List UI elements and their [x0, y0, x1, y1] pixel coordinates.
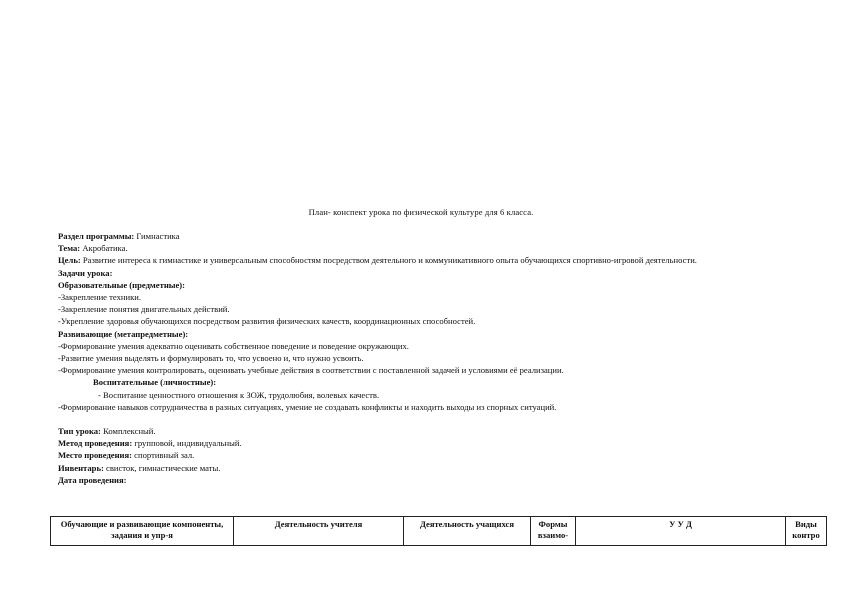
inventory-label: Инвентарь: — [58, 462, 104, 473]
lesson-type-label: Тип урока: — [58, 426, 101, 437]
topic-label: Тема: — [58, 243, 81, 254]
table-header-cell: У У Д — [576, 517, 786, 546]
section-line — [58, 230, 798, 242]
lesson-plan-body — [58, 230, 798, 486]
place-value: спортивный зал. — [132, 450, 195, 461]
educational-heading: Образовательные (предметные): — [58, 279, 186, 290]
educational-item: -Закрепление техники. — [58, 292, 142, 303]
goal-label: Цель: — [58, 255, 81, 266]
educational-item: -Закрепление понятия двигательных действий. — [58, 304, 230, 315]
inventory-value: свисток, гимнастические маты. — [103, 462, 221, 473]
method-label: Метод проведения: — [58, 438, 133, 449]
table-header-cell: Формы взаимо- — [531, 517, 576, 546]
section-label: Раздел программы: — [58, 231, 135, 241]
method-value: групповой, индивидуальный. — [132, 438, 242, 449]
lesson-structure-table — [50, 516, 827, 546]
table-header-cell: Деятельность учащихся — [404, 517, 531, 546]
topic-value: Акробатика. — [80, 243, 128, 254]
section-value: Гимнастика — [134, 231, 180, 241]
inventory-line — [58, 462, 798, 474]
date-line — [58, 474, 798, 486]
lesson-type-line — [58, 425, 798, 437]
document-title: План- конспект урока по физической культуре для 6 класса. — [308, 207, 534, 217]
developing-item: -Формирование умения адекватно оценивать собственное поведение и поведение окружающих. — [58, 340, 409, 351]
educational-item: -Укрепление здоровья обучающихся посредством развития физических качеств, координационных способностей. — [58, 316, 476, 327]
method-line — [58, 437, 798, 449]
developing-heading: Развивающие (метапредметные): — [58, 328, 189, 339]
developing-item: -Формирование умения контролировать, оценивать учебные действия в соответствии с поставленной задачей и условиями её реализации. — [58, 365, 564, 376]
table-header-cell: Виды контро — [786, 517, 827, 546]
upbringing-heading: Воспитательные (личностные): — [93, 377, 217, 388]
table-header-row — [51, 517, 827, 546]
lesson-type-value: Комплексный. — [100, 426, 156, 437]
date-label: Дата проведения: — [58, 474, 127, 485]
goal-value: Развитие интереса к гимнастике и универсальным способностям посредством деятельного и коммуникативного опыта обучающихся спортивно-игровой деятельности. — [80, 255, 697, 266]
upbringing-item: - Воспитание ценностного отношения к ЗОЖ, трудолюбия, волевых качеств. — [98, 389, 380, 400]
place-line — [58, 449, 798, 461]
spacer — [58, 413, 798, 425]
goal-line — [58, 254, 758, 266]
topic-line — [58, 242, 798, 254]
upbringing-item: -Формирование навыков сотрудничества в разных ситуациях, умение не создавать конфликты и находить выходы из спорных ситуаций. — [58, 401, 557, 412]
table-header-cell: Деятельность учителя — [234, 517, 404, 546]
tasks-heading: Задачи урока: — [58, 267, 113, 278]
place-label: Место проведения: — [58, 450, 133, 461]
table-header-cell: Обучающие и развивающие компоненты, задания и упр-я — [51, 517, 234, 546]
developing-item: -Развитие умения выделять и формулировать то, что усвоено и, что нужно усвоить. — [58, 353, 364, 364]
